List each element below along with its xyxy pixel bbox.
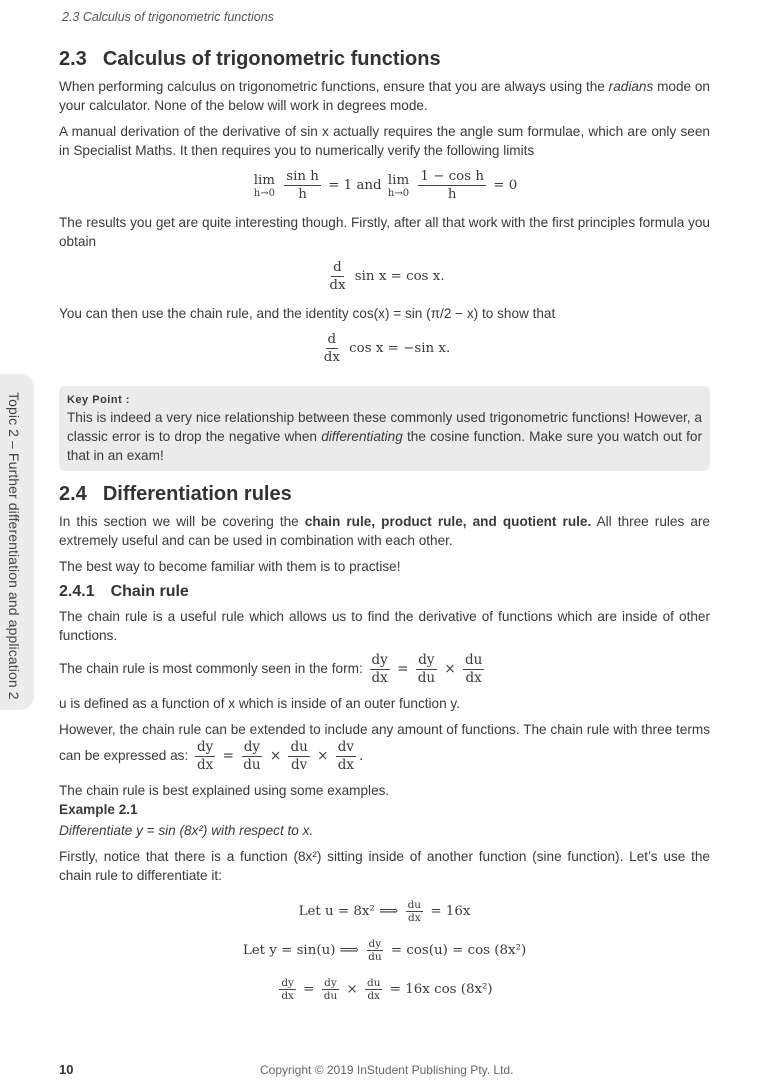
example-label: Example 2.1 — [59, 802, 138, 817]
step-3-equation: $\frac{dy}{dx}$ = $\frac{dy}{du}$ × $\frac{du}{dx}$ = 16x cos (8x²) — [281, 977, 493, 1002]
section-2-4-heading — [59, 483, 710, 506]
page-number: 10 — [59, 1062, 74, 1077]
sin-derivative-equation: $\frac{d}{dx}$ sin x = cos x. — [329, 260, 445, 293]
key-point-title: Key Point : — [67, 394, 130, 406]
section-title: Calculus of trigonometric functions — [102, 48, 441, 70]
paragraph: When performing calculus on trigonometric functions, ensure that you are always using the radians mode on your calculator. None of the below will work in degrees mode. — [59, 79, 710, 113]
paragraph: The chain rule is best explained using some examples. — [59, 783, 390, 798]
example-question: Differentiate y = sin (8x²) with respect to x. — [59, 823, 314, 838]
paragraph: The results you get are quite interesting though. Firstly, after all that work with the first principles formula you obtain — [59, 215, 710, 249]
paragraph: You can then use the chain rule, and the identity cos(x) = sin (π/2 − x) to show that — [59, 306, 556, 321]
paragraph: The chain rule is a useful rule which allows us to find the derivative of functions which are inside of other functions. — [59, 609, 710, 643]
paragraph: Firstly, notice that there is a function (8x²) sitting inside of another function (sine function). Let’s use the chain rule to differentiate it: — [59, 849, 710, 883]
step-1-equation: Let u = 8x² ⟹ $\frac{du}{dx}$ = 16x — [298, 899, 471, 924]
paragraph-with-formula: The chain rule is most commonly seen in the form: $\frac{dy}{dx}$ = $\frac{dy}{du}$ × $\frac{du}{dx}$ — [59, 652, 483, 686]
section-title: Chain rule — [110, 583, 189, 600]
paragraph: The best way to become familiar with them is to practise! — [59, 559, 401, 574]
limits-equation: lim h→0 $\frac{\text{sin h}}{h}$ = 1 and lim h→0 $\frac{\text{1 − cos h}}{h}$ = 0 — [253, 169, 518, 202]
step-2-equation: Let y = sin(u) ⟹ $\frac{dy}{du}$ = cos(u) = cos (8x²) — [242, 938, 527, 963]
section-number: 2.4.1 — [59, 583, 95, 600]
section-title: Differentiation rules — [102, 483, 292, 505]
page-content — [59, 48, 710, 1012]
running-header: 2.3 Calculus of trigonometric functions — [62, 10, 274, 24]
copyright-notice: Copyright © 2019 InStudent Publishing Pty. Ltd. — [260, 1063, 514, 1077]
paragraph-with-formula: However, the chain rule can be extended to include any amount of functions. The chain rule with three terms can be expressed as: $\frac{dy}{dx}$ = $\frac{dy}{du}$ × $\frac{du}{dv}$ × $\frac{dv}{dx}$ . — [59, 722, 710, 773]
paragraph: In this section we will be covering the chain rule, product rule, and quotient rule. All three rules are extremely useful and can be used in combination with each other. — [59, 514, 710, 548]
paragraph: A manual derivation of the derivative of sin x actually requires the angle sum formulae, which are only seen in Specialist Maths. It then requires you to numerically verify the following limits — [59, 124, 710, 158]
section-2-3-heading — [59, 48, 710, 71]
section-number: 2.3 — [59, 48, 87, 70]
side-tab-label: Topic 2 – Further differentiation and application 2 — [6, 392, 22, 700]
section-number: 2.4 — [59, 483, 87, 505]
key-point-box — [59, 386, 710, 471]
section-2-4-1-heading — [59, 583, 710, 601]
paragraph: u is defined as a function of x which is inside of an outer function y. — [59, 696, 460, 711]
key-point-text: This is indeed a very nice relationship between these commonly used trigonometric functions! However, a classic error is to drop the negative when differentiating the cosine function. Make sure you watch out for that in an exam! — [67, 410, 702, 463]
cos-derivative-equation: $\frac{d}{dx}$ cos x = −sin x. — [323, 332, 451, 365]
